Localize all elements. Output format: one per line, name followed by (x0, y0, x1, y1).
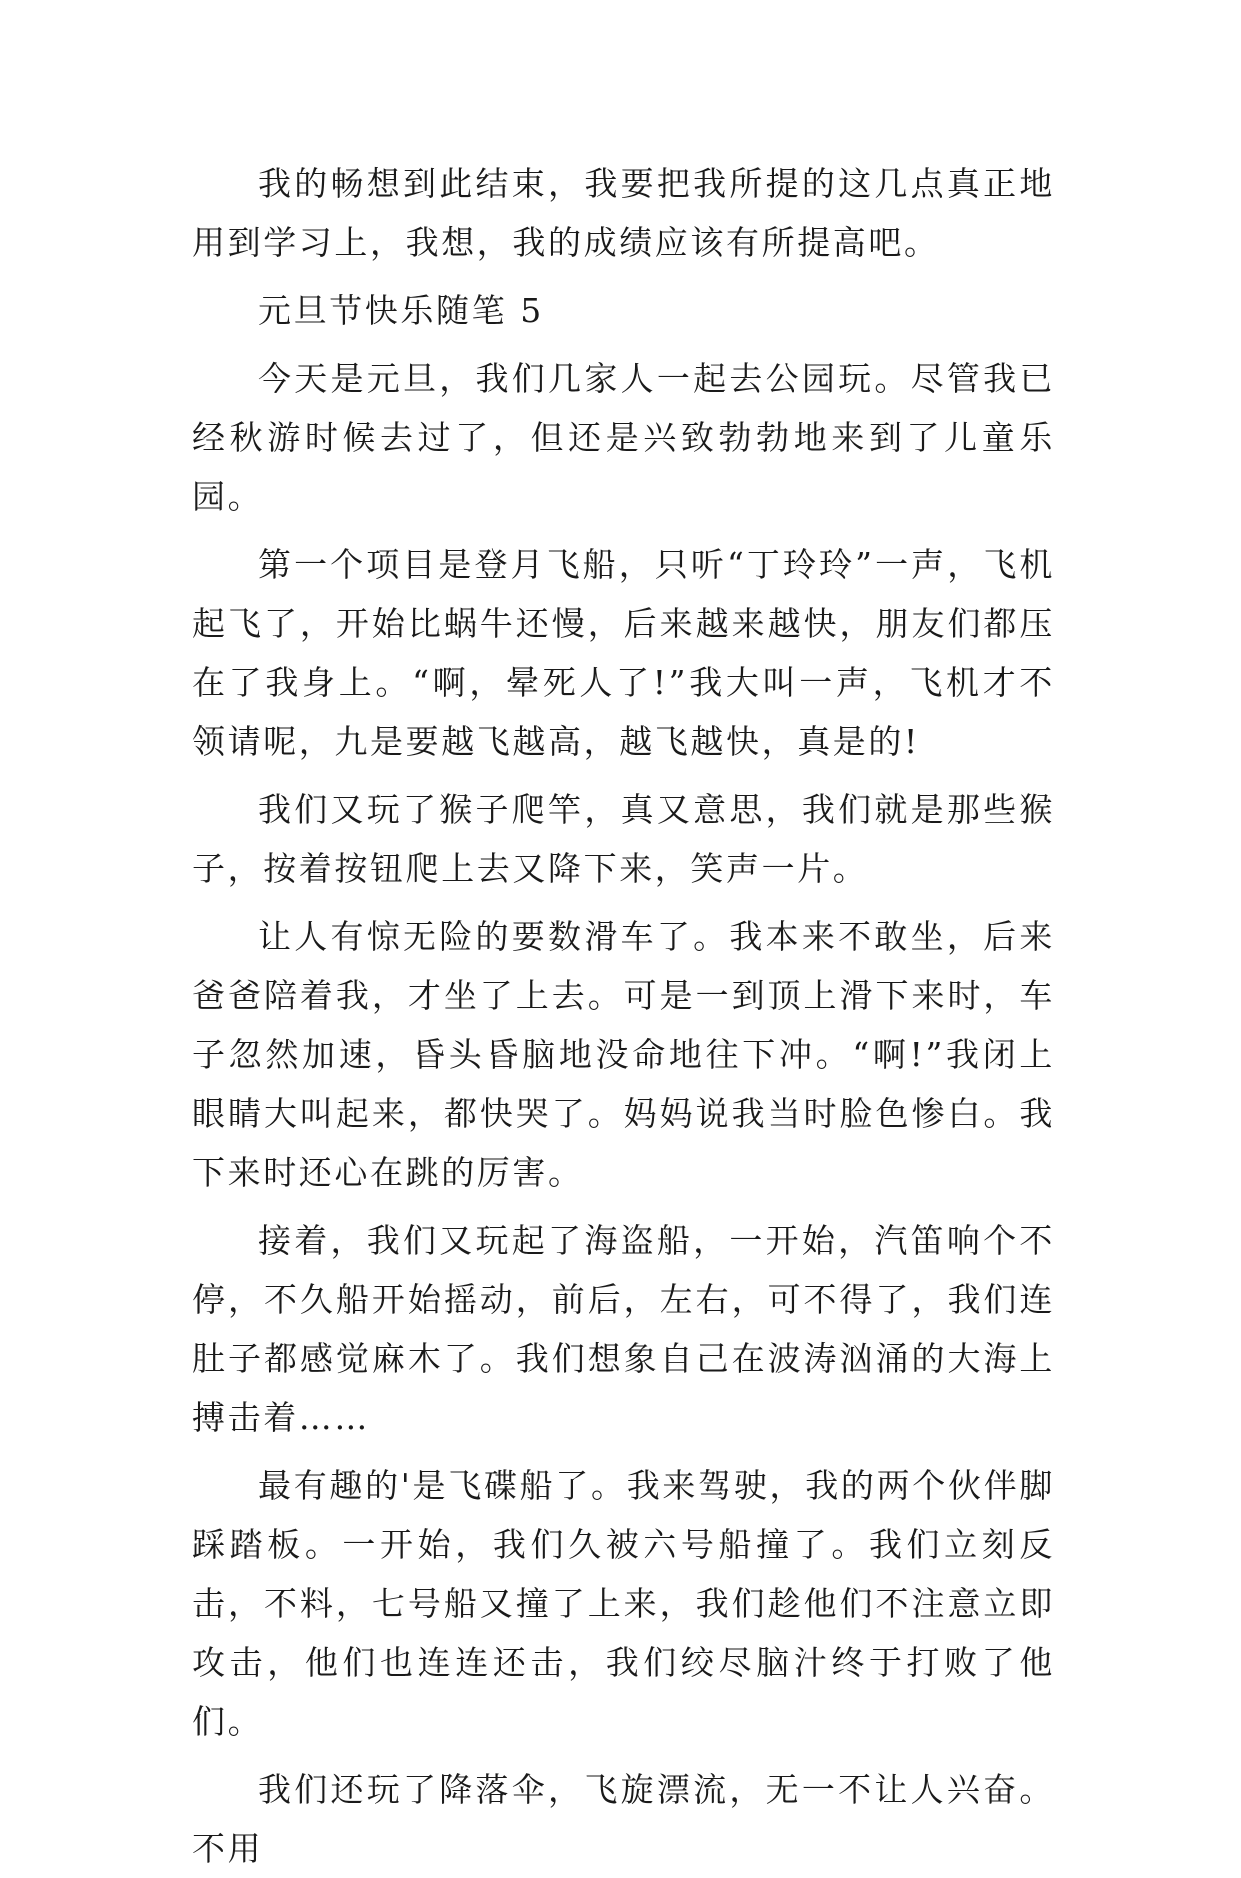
paragraph-pirate-ship: 接着，我们又玩起了海盗船，一开始，汽笛响个不停，不久船开始摇动，前后，左右，可不得了，我们连肚子都感觉麻木了。我们想象自己在波涛汹涌的大海上搏击着…… (192, 1221, 1055, 1437)
paragraph-monkey-pole: 我们又玩了猴子爬竿，真又意思，我们就是那些猴子，按着按钮爬上去又降下来，笑声一片。 (192, 790, 1055, 888)
paragraph-moon-ship: 第一个项目是登月飞船，只听“丁玲玲”一声，飞机起飞了，开始比蜗牛还慢，后来越来越快，朋友们都压在了我身上。“啊，晕死人了!”我大叫一声，飞机才不领请呢，九是要越飞越高，越飞越快，真是的! (192, 545, 1055, 761)
paragraph-parachute: 我们还玩了降落伞，飞旋漂流，无一不让人兴奋。不用 (192, 1770, 1055, 1868)
paragraph-conclusion: 我的畅想到此结束，我要把我所提的这几点真正地用到学习上，我想，我的成绩应该有所提高吧。 (192, 164, 1055, 262)
paragraph-intro: 今天是元旦，我们几家人一起去公园玩。尽管我已经秋游时候去过了，但还是兴致勃勃地来到了儿童乐园。 (192, 359, 1055, 516)
section-heading: 元旦节快乐随笔 5 (258, 291, 544, 330)
paragraph-bumper-boats: 最有趣的'是飞碟船了。我来驾驶，我的两个伙伴脚踩踏板。一开始，我们久被六号船撞了。我们立刻反击，不料，七号船又撞了上来，我们趁他们不注意立即攻击，他们也连连还击，我们绞尽脑汁终于打败了他们。 (192, 1466, 1055, 1741)
paragraph-roller-coaster: 让人有惊无险的要数滑车了。我本来不敢坐，后来爸爸陪着我，才坐了上去。可是一到顶上滑下来时，车子忽然加速，昏头昏脑地没命地往下冲。“啊!”我闭上眼睛大叫起来，都快哭了。妈妈说我当时脸色惨白。我下来时还心在跳的厉害。 (192, 917, 1055, 1192)
